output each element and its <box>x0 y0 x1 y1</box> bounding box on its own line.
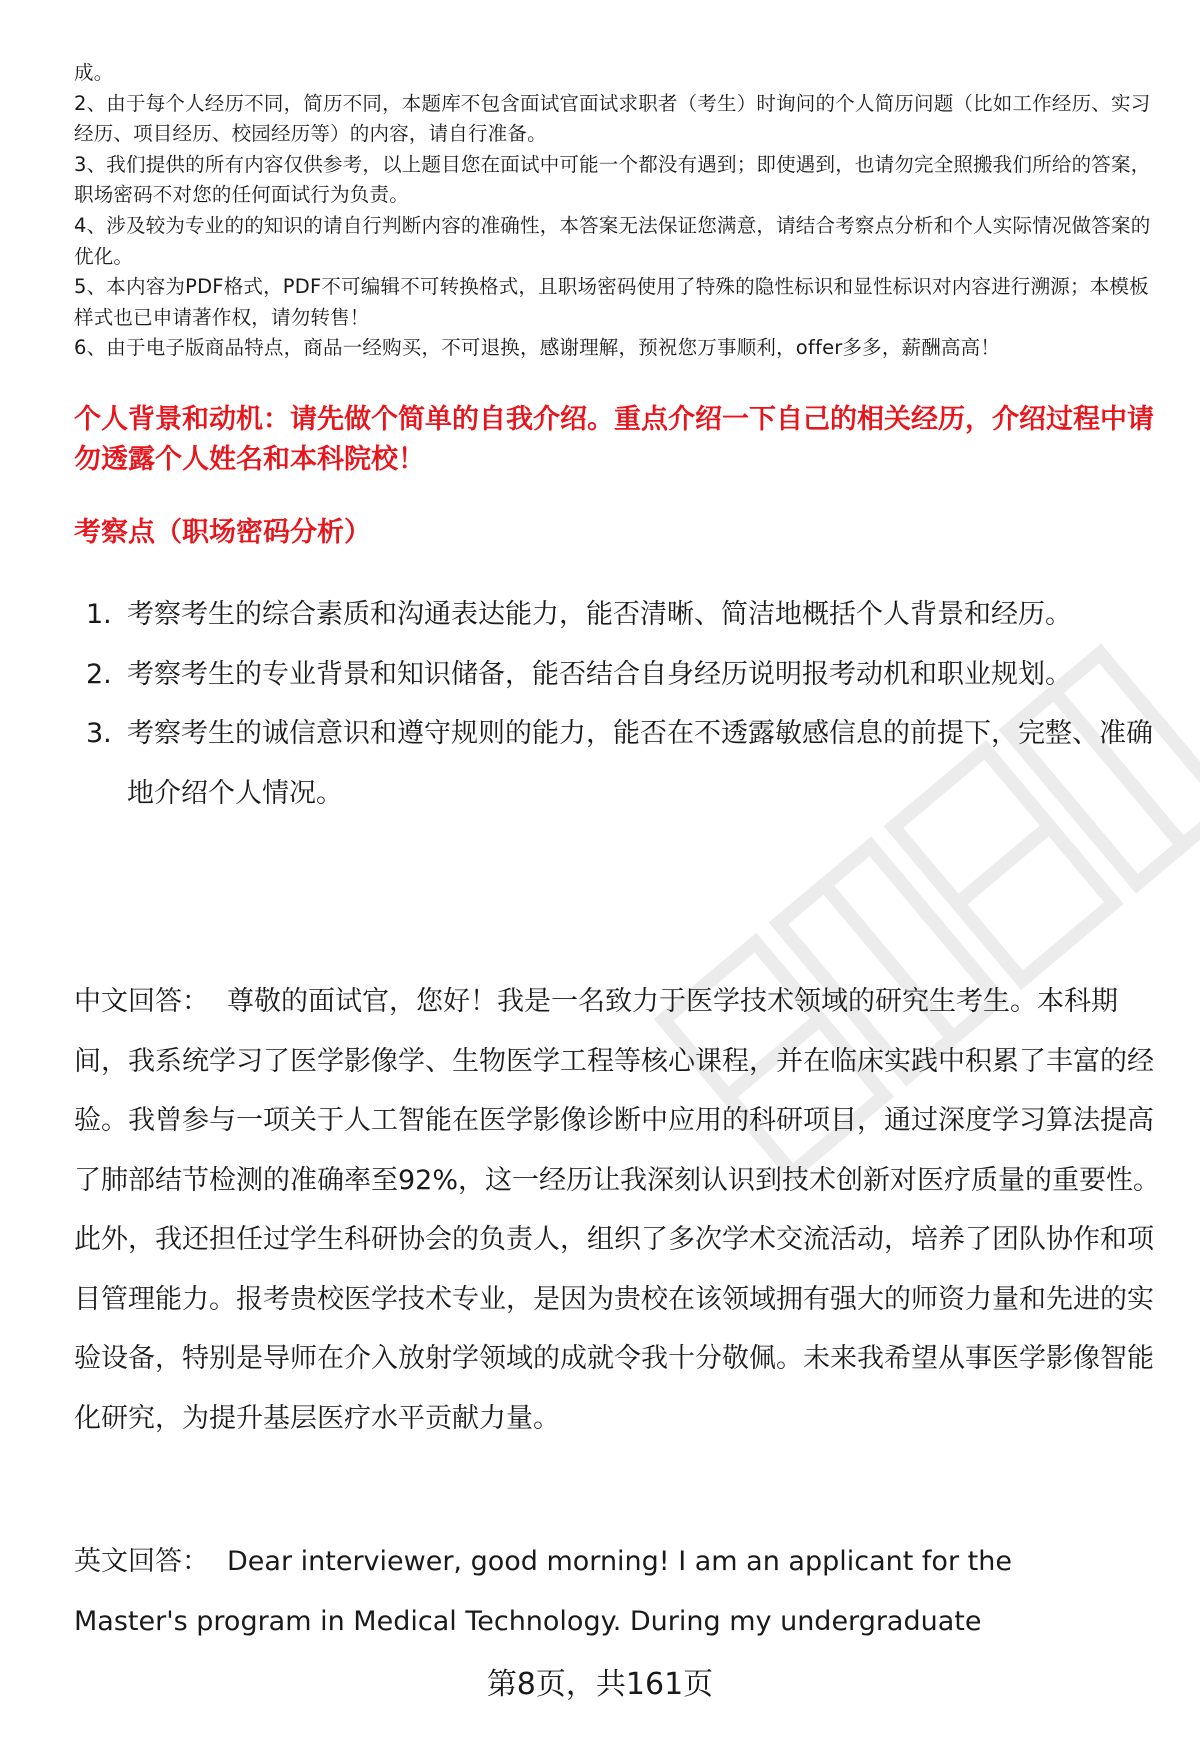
list-item <box>74 704 1154 823</box>
analysis-points <box>74 585 1154 823</box>
list-item <box>74 585 1154 645</box>
point-number: 2. <box>86 658 112 690</box>
analysis-title: 考察点（职场密码分析） <box>74 517 371 548</box>
note-3: 3、我们提供的所有内容仅供参考，以上题目您在面试中可能一个都没有遇到；即使遇到，也请勿完全照搬我们所给的答案，职场密码不对您的任何面试行为负责。 <box>74 152 1151 207</box>
english-answer-label: 英文回答： <box>74 1546 209 1577</box>
note-5: 5、本内容为PDF格式，PDF不可编辑不可转换格式，且职场密码使用了特殊的隐性标识和显性标识对内容进行溯源；本模板样式也已申请著作权，请勿转售！ <box>74 275 1149 329</box>
point-number: 3. <box>86 718 112 749</box>
english-answer <box>74 1532 1134 1651</box>
note-6: 6、由于电子版商品特点，商品一经购买，不可退换，感谢理解，预祝您万事顺利，offer多多，薪酬高高！ <box>74 336 1001 360</box>
point-text: 考察考生的诚信意识和遵守规则的能力，能否在不透露敏感信息的前提下，完整、准确地介绍个人情况。 <box>127 718 1153 809</box>
point-text: 考察考生的专业背景和知识储备，能否结合自身经历说明报考动机和职业规划。 <box>127 658 1072 690</box>
point-number: 1. <box>86 599 112 630</box>
note-2: 2、由于每个人经历不同，简历不同，本题库不包含面试官面试求职者（考生）时询问的个人简历问题（比如工作经历、实习经历、项目经历、校园经历等）的内容，请自行准备。 <box>74 91 1151 146</box>
question-title: 个人背景和动机：请先做个简单的自我介绍。重点介绍一下自己的相关经历，介绍过程中请勿透露个人姓名和本科院校！ <box>74 404 1154 475</box>
chinese-answer <box>74 972 1164 1448</box>
chinese-answer-text: 尊敬的面试官，您好！我是一名致力于医学技术领域的研究生考生。本科期间，我系统学习了医学影像学、生物医学工程等核心课程，并在临床实践中积累了丰富的经验。我曾参与一项关于人工智能在医学影像诊断中应用的科研项目，通过深度学习算法提高了肺部结节检测的准确率至92%，这一经历让我深刻认识到技术创新对医疗质量的重要性。此外，我还担任过学生科研协会的负责人，组织了多次学术交流活动，培养了团队协作和项目管理能力。报考贵校医学技术专业，是因为贵校在该领域拥有强大的师资力量和先进的实验设备，特别是导师在介入放射学领域的成就令我十分敬佩。未来我希望从事医学影像智能化研究，为提升基层医疗水平贡献力量。 <box>74 986 1161 1434</box>
note-1: 成。 <box>74 61 114 84</box>
chinese-answer-label: 中文回答： <box>74 986 209 1017</box>
disclaimer-notes <box>74 58 1164 364</box>
point-text: 考察考生的综合素质和沟通表达能力，能否清晰、简洁地概括个人背景和经历。 <box>127 599 1072 630</box>
note-4: 4、涉及较为专业的的知识的请自行判断内容的准确性，本答案无法保证您满意，请结合考察点分析和个人实际情况做答案的优化。 <box>74 213 1151 268</box>
english-answer-text: Dear interviewer, good morning! I am an applicant for the Master's program in Medical Technology. During my undergraduate <box>74 1546 1012 1637</box>
page-number-footer: 第8页，共161页 <box>486 1667 714 1702</box>
list-item <box>74 645 1154 705</box>
